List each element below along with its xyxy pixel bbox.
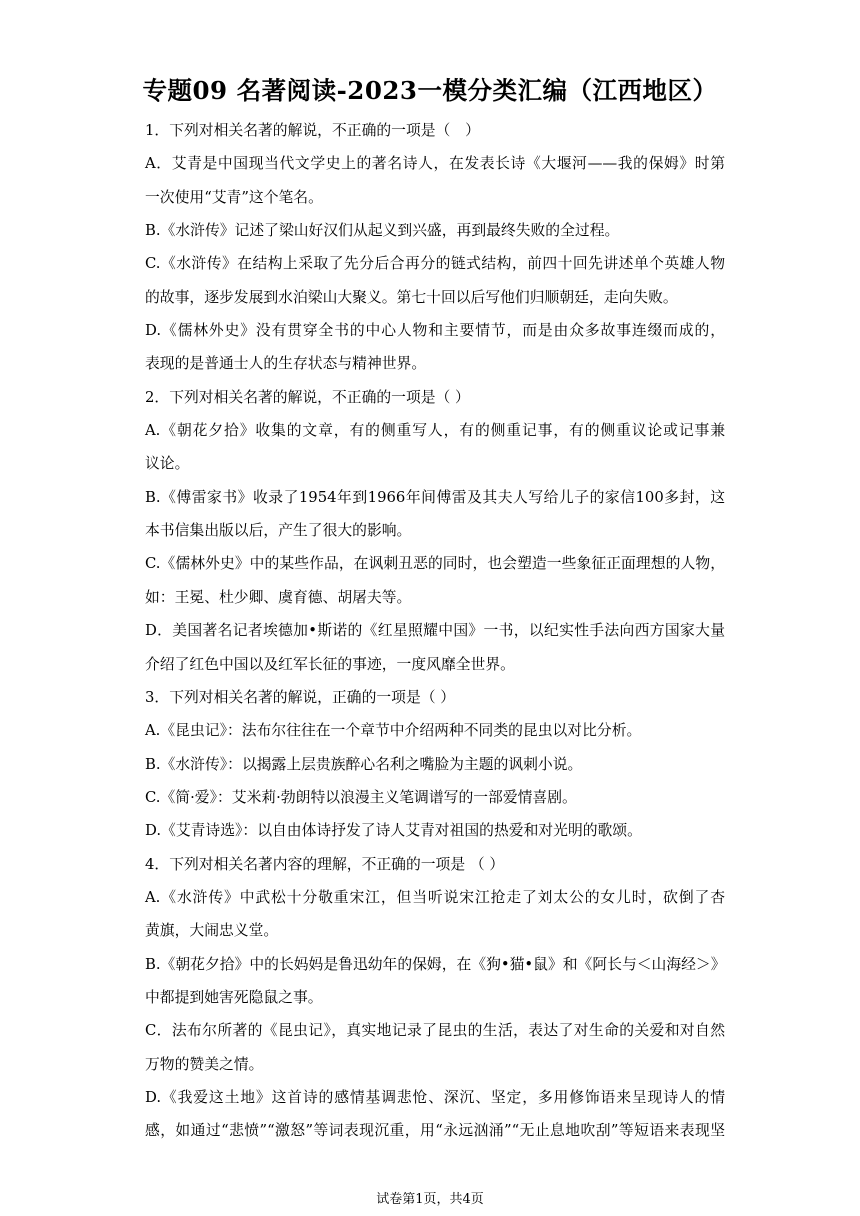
text-line: 本书信集出版以后，产生了很大的影响。 bbox=[145, 522, 412, 540]
text-line: 中都提到她害死隐鼠之事。 bbox=[145, 988, 323, 1006]
text-line: D.《儒林外史》没有贯穿全书的中心人物和主要情节，而是由众多故事连缀而成的， bbox=[145, 322, 725, 340]
text-line: 议论。 bbox=[145, 455, 190, 473]
text-line: 介绍了红色中国以及红军长征的事迹，一度风靡全世界。 bbox=[145, 655, 515, 673]
page-footer: 试卷第1页，共4页 bbox=[376, 1192, 484, 1207]
text-line: C.《水浒传》在结构上采取了先分后合再分的链式结构，前四十回先讲述单个英雄人物 bbox=[145, 255, 725, 273]
text-line: D.《我爱这土地》这首诗的感情基调悲怆、深沉、坚定，多用修饰语来呈现诗人的情 bbox=[145, 1088, 725, 1106]
document-body bbox=[145, 114, 725, 1148]
text-line: 表现的是普通士人的生存状态与精神世界。 bbox=[145, 355, 427, 373]
text-line: B.《水浒传》记述了梁山好汉们从起义到兴盛，再到最终失败的全过程。 bbox=[145, 222, 620, 240]
text-line: 黄旗，大闹忠义堂。 bbox=[145, 922, 279, 940]
text-line: A.《朝花夕拾》收集的文章，有的侧重写人，有的侧重记事，有的侧重议论或记事兼 bbox=[145, 422, 725, 440]
text-line: 的故事，逐步发展到水泊梁山大聚义。第七十回以后写他们归顺朝廷，走向失败。 bbox=[145, 288, 678, 306]
text-line: A.《昆虫记》：法布尔往往在一个章节中介绍两种不同类的昆虫以对比分析。 bbox=[145, 722, 642, 740]
text-line: 如：王冕、杜少卿、虞育德、胡屠夫等。 bbox=[145, 588, 412, 606]
text-line: C．法布尔所著的《昆虫记》，真实地记录了昆虫的生活，表达了对生命的关爱和对自然 bbox=[145, 1022, 725, 1040]
text-line: 1．下列对相关名著的解说，不正确的一项是（ ） bbox=[145, 122, 480, 139]
page-title: 专题09 名著阅读-2023一模分类汇编（江西地区） bbox=[142, 76, 718, 105]
text-line: D．美国著名记者埃德加•斯诺的《红星照耀中国》一书，以纪实性手法向西方国家大量 bbox=[145, 622, 725, 640]
text-line: 万物的赞美之情。 bbox=[145, 1055, 264, 1073]
text-line: C.《简·爱》：艾米莉·勃朗特以浪漫主义笔调谱写的一部爱情喜剧。 bbox=[145, 788, 577, 806]
text-line: D.《艾青诗选》：以自由体诗抒发了诗人艾青对祖国的热爱和对光明的歌颂。 bbox=[145, 822, 642, 840]
text-line: 感，如通过“悲愤”“激怒”等词表现沉重，用“永远汹涌”“无止息地吹刮”等短语来表现坚 bbox=[145, 1122, 725, 1140]
text-line: 4．下列对相关名著内容的理解，不正确的一项是 （ ） bbox=[145, 855, 505, 873]
text-line: B.《水浒传》：以揭露上层贵族醉心名利之嘴脸为主题的讽刺小说。 bbox=[145, 755, 583, 773]
text-line: B.《傅雷家书》收录了1954年到1966年间傅雷及其夫人写给儿子的家信100多封，这 bbox=[145, 488, 725, 506]
text-line: C.《儒林外史》中的某些作品，在讽刺丑恶的同时，也会塑造一些象征正面理想的人物， bbox=[145, 555, 725, 573]
text-line: A.《水浒传》中武松十分敬重宋江，但当听说宋江抢走了刘太公的女儿时，砍倒了杏 bbox=[145, 888, 725, 906]
text-line: 2．下列对相关名著的解说，不正确的一项是（ ） bbox=[145, 388, 470, 406]
text-line: A．艾青是中国现当代文学史上的著名诗人，在发表长诗《大堰河——我的保姆》时第 bbox=[145, 155, 725, 173]
text-line: 一次使用“艾青”这个笔名。 bbox=[145, 188, 323, 206]
text-line: B.《朝花夕拾》中的长妈妈是鲁迅幼年的保姆，在《狗•猫•鼠》和《阿长与＜山海经＞》 bbox=[145, 955, 726, 973]
text-line: 3．下列对相关名著的解说，正确的一项是（ ） bbox=[145, 688, 456, 706]
